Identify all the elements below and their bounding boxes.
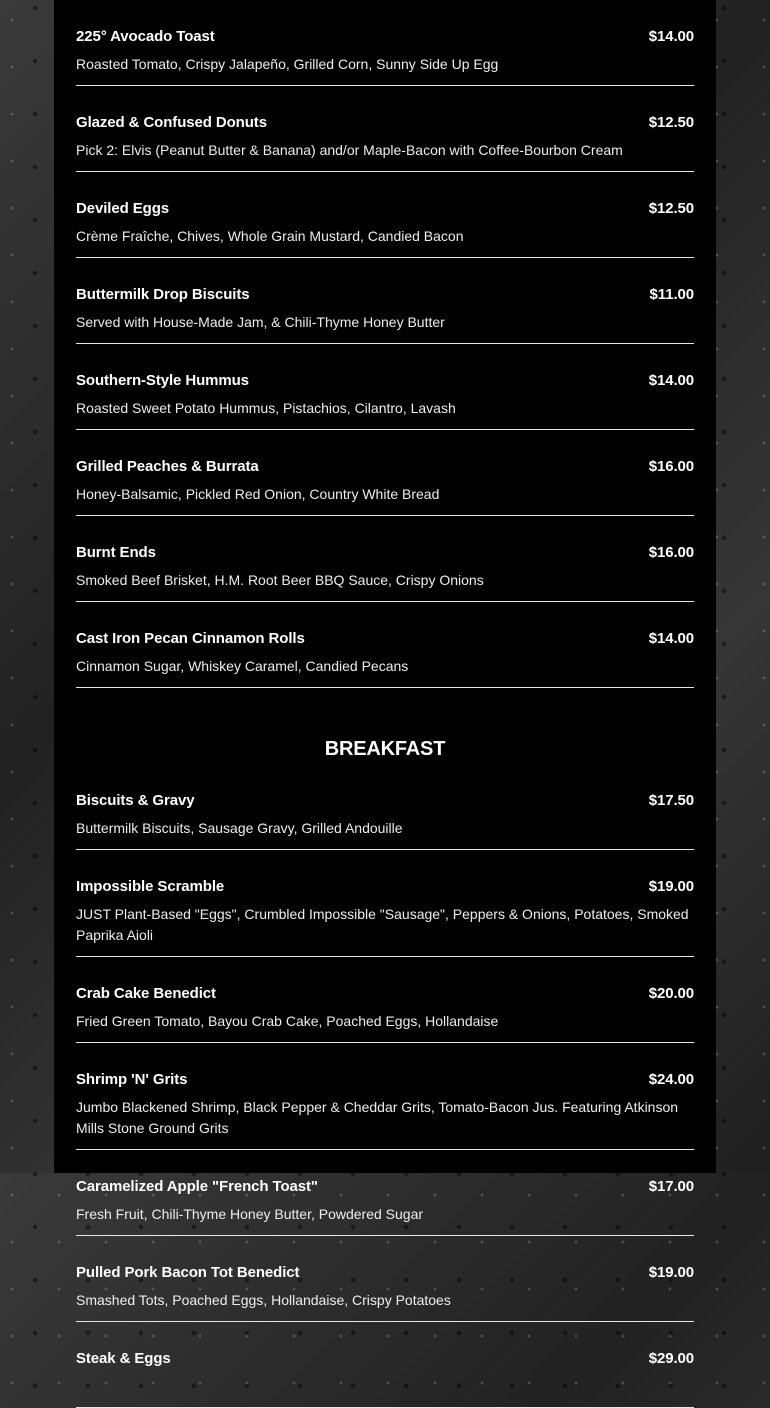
menu-item-crab-cake-benedict	[76, 957, 694, 1043]
menu-item-cinnamon-rolls	[76, 602, 694, 688]
menu-item-burnt-ends	[76, 516, 694, 602]
item-description: Crème Fraîche, Chives, Whole Grain Mustard, Candied Bacon	[76, 228, 464, 244]
item-price: $14.00	[648, 372, 694, 389]
item-price: $11.00	[649, 286, 694, 303]
item-name: Caramelized Apple "French Toast"	[76, 1178, 318, 1195]
item-name: Buttermilk Drop Biscuits	[76, 286, 250, 303]
breakfast-section	[76, 738, 694, 1408]
item-price: $12.50	[648, 114, 694, 131]
item-name: Pulled Pork Bacon Tot Benedict	[76, 1264, 300, 1281]
item-name: Impossible Scramble	[76, 878, 225, 895]
brunch-item-list	[76, 0, 694, 688]
menu-item-steak-eggs	[76, 1322, 694, 1408]
item-description: Fresh Fruit, Chili-Thyme Honey Butter, Powdered Sugar	[76, 1206, 424, 1222]
item-description: Honey-Balsamic, Pickled Red Onion, Country White Bread	[76, 486, 440, 502]
item-price: $19.00	[648, 878, 694, 895]
item-name: Shrimp 'N' Grits	[76, 1071, 188, 1088]
item-price: $17.00	[648, 1178, 694, 1195]
section-heading-breakfast: BREAKFAST	[324, 738, 446, 760]
item-description: Cinnamon Sugar, Whiskey Caramel, Candied Pecans	[76, 658, 409, 674]
menu-item-biscuits	[76, 258, 694, 344]
item-description: Jumbo Blackened Shrimp, Black Pepper & Cheddar Grits, Tomato-Bacon Jus. Featuring Atkinson Mills Stone Ground Grits	[76, 1099, 679, 1136]
item-name: Biscuits & Gravy	[76, 792, 195, 809]
item-name: Southern-Style Hummus	[76, 372, 249, 389]
item-price: $20.00	[648, 985, 694, 1002]
item-name: Crab Cake Benedict	[76, 985, 216, 1002]
item-description	[76, 1376, 694, 1397]
item-description: Buttermilk Biscuits, Sausage Gravy, Grilled Andouille	[76, 820, 403, 836]
item-price: $24.00	[648, 1071, 694, 1088]
item-price: $14.00	[648, 28, 694, 45]
menu-item-peaches-burrata	[76, 430, 694, 516]
item-name: Glazed & Confused Donuts	[76, 114, 267, 131]
item-price: $19.00	[648, 1264, 694, 1281]
item-description: Pick 2: Elvis (Peanut Butter & Banana) and/or Maple-Bacon with Coffee-Bourbon Cream	[76, 142, 623, 158]
item-description: Served with House-Made Jam, & Chili-Thyme Honey Butter	[76, 314, 445, 330]
menu-item-avocado-toast	[76, 0, 694, 86]
item-name: Steak & Eggs	[76, 1350, 171, 1367]
item-name: Grilled Peaches & Burrata	[76, 458, 259, 475]
menu-item-deviled-eggs	[76, 172, 694, 258]
item-description: Fried Green Tomato, Bayou Crab Cake, Poached Eggs, Hollandaise	[76, 1013, 499, 1029]
menu-item-tot-benedict	[76, 1236, 694, 1322]
item-description: Smashed Tots, Poached Eggs, Hollandaise, Crispy Potatoes	[76, 1292, 451, 1308]
brunch-section	[76, 0, 694, 688]
item-price: $29.00	[648, 1350, 694, 1367]
item-name: 225° Avocado Toast	[76, 28, 215, 45]
item-description: Roasted Sweet Potato Hummus, Pistachios, Cilantro, Lavash	[76, 400, 456, 416]
menu-item-hummus	[76, 344, 694, 430]
item-price: $16.00	[648, 544, 694, 561]
menu-item-impossible-scramble	[76, 850, 694, 957]
item-description: JUST Plant-Based "Eggs", Crumbled Impossible "Sausage", Peppers & Onions, Potatoes, Smoked Paprika Aioli	[76, 906, 689, 943]
menu-item-donuts	[76, 86, 694, 172]
item-price: $16.00	[648, 458, 694, 475]
item-price: $14.00	[648, 630, 694, 647]
menu-item-shrimp-grits	[76, 1043, 694, 1150]
item-description: Smoked Beef Brisket, H.M. Root Beer BBQ Sauce, Crispy Onions	[76, 572, 484, 588]
menu-panel	[54, 0, 716, 1367]
item-name: Cast Iron Pecan Cinnamon Rolls	[76, 630, 305, 647]
item-description: Roasted Tomato, Crispy Jalapeño, Grilled Corn, Sunny Side Up Egg	[76, 56, 499, 72]
item-name: Deviled Eggs	[76, 200, 169, 217]
item-name: Burnt Ends	[76, 544, 156, 561]
item-price: $17.50	[648, 792, 694, 809]
menu-item-biscuits-gravy	[76, 764, 694, 850]
breakfast-item-list	[76, 764, 694, 1408]
menu-item-french-toast	[76, 1150, 694, 1236]
item-price: $12.50	[648, 200, 694, 217]
